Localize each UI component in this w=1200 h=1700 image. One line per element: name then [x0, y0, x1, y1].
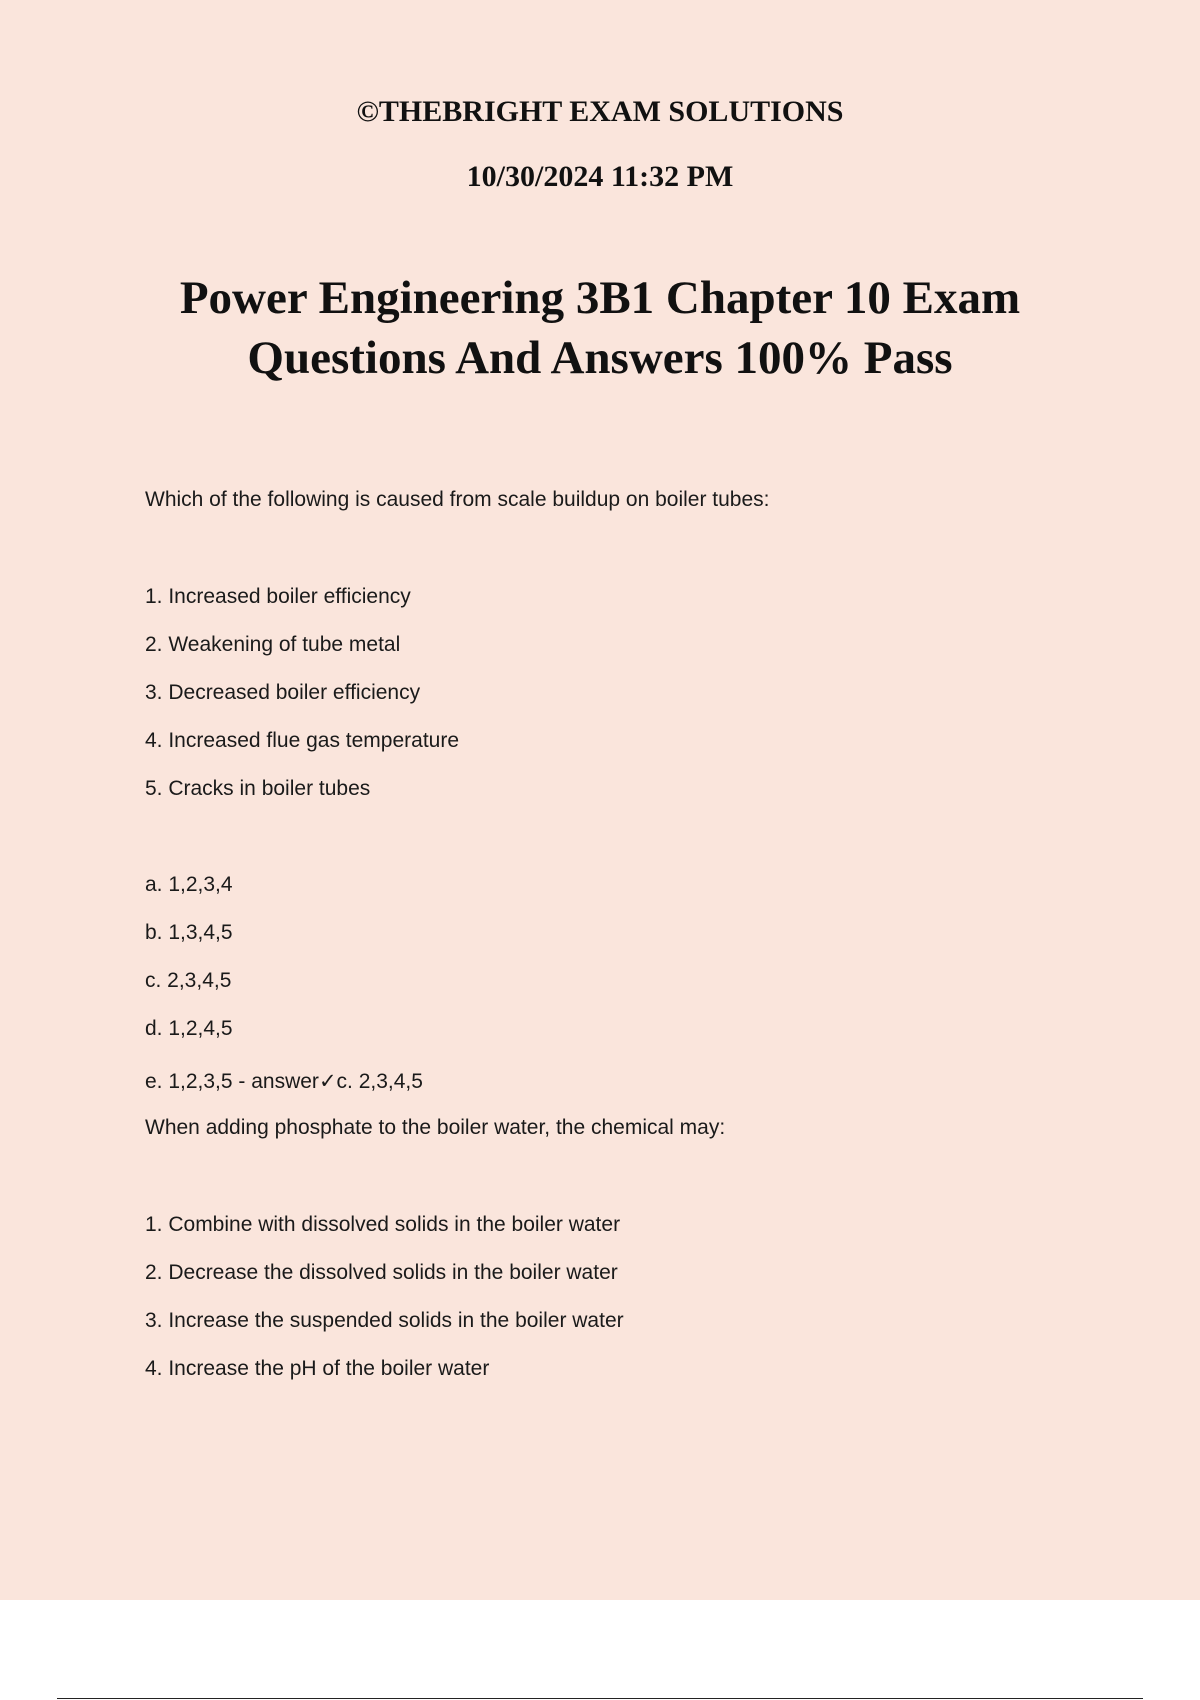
question-1-option: a. 1,2,3,4 — [145, 873, 233, 896]
question-2-item: 2. Decrease the dissolved solids in the boiler water — [145, 1261, 618, 1284]
answer-text: c. 2,3,4,5 — [336, 1070, 423, 1093]
question-1-item: 1. Increased boiler efficiency — [145, 585, 411, 608]
question-2-item: 3. Increase the suspended solids in the boiler water — [145, 1309, 624, 1332]
question-1-item: 3. Decreased boiler efficiency — [145, 681, 421, 704]
date-time: 10/30/2024 11:32 PM — [466, 160, 734, 193]
question-2-item: 1. Combine with dissolved solids in the boiler water — [145, 1213, 621, 1236]
document-title — [0, 268, 1200, 388]
question-1-answer-line — [145, 1069, 423, 1094]
company-header: ©THEBRIGHT EXAM SOLUTIONS — [356, 95, 844, 128]
question-1-item: 4. Increased flue gas temperature — [145, 729, 460, 752]
question-1-option: b. 1,3,4,5 — [145, 921, 233, 944]
footer-divider — [57, 1698, 1143, 1699]
question-1-item: 2. Weakening of tube metal — [145, 633, 401, 656]
question-1-option: d. 1,2,4,5 — [145, 1017, 233, 1040]
question-2-prompt: When adding phosphate to the boiler water, the chemical may: — [145, 1116, 726, 1139]
title-line-2: Questions And Answers 100% Pass — [247, 332, 953, 384]
question-1-prompt: Which of the following is caused from scale buildup on boiler tubes: — [145, 488, 770, 511]
check-mark-icon: ✓ — [318, 1070, 337, 1093]
last-option-text: e. 1,2,3,5 - answer — [145, 1070, 319, 1093]
title-line-1: Power Engineering 3B1 Chapter 10 Exam — [179, 272, 1021, 324]
question-1-option: c. 2,3,4,5 — [145, 969, 232, 992]
question-1-item: 5. Cracks in boiler tubes — [145, 777, 371, 800]
question-2-item: 4. Increase the pH of the boiler water — [145, 1357, 490, 1380]
